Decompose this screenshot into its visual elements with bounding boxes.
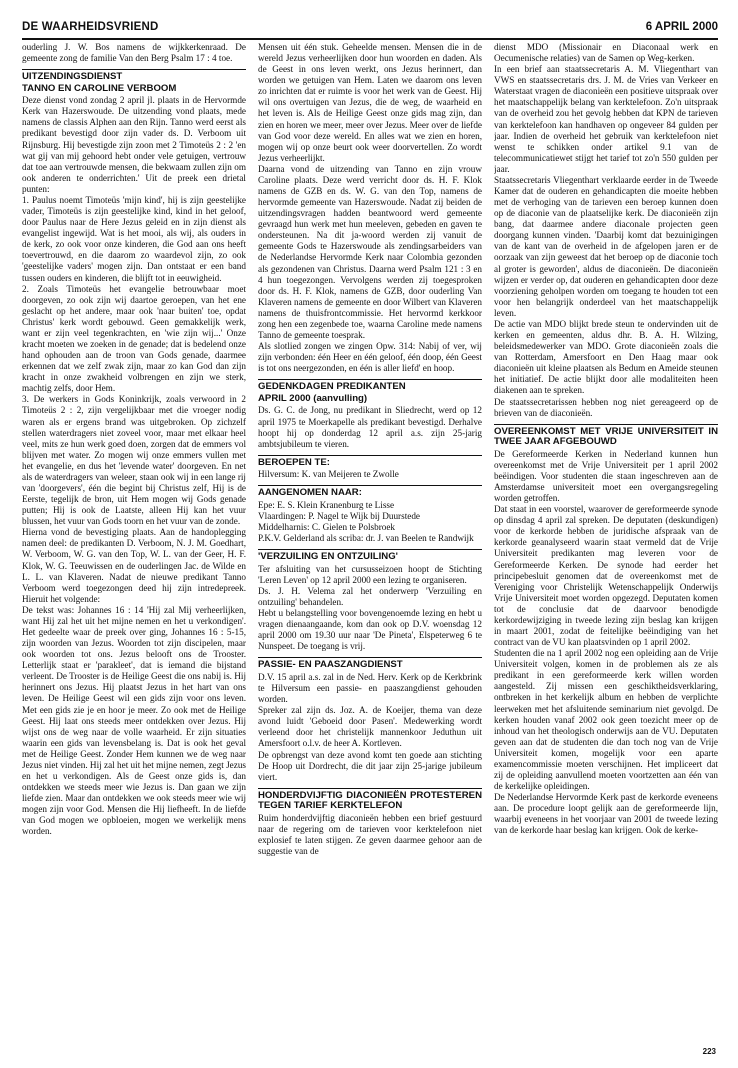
article-columns	[22, 42, 718, 1042]
section-divider	[258, 485, 482, 486]
column-1	[22, 42, 246, 1042]
paragraph: 1. Paulus noemt Timoteüs 'mijn kind', hij is zijn geestelijke vader, Timoteüs is zijn geestelijke kind, kind in het geloof, door Paulus naar de Here Jezus geleid en in zijn dienst als evangelist ingewijd. Wat is het mooi, als wij, als ouders in de kerk, zo ook voor onze kinderen, die God aan ons heeft toevertrouwd, en die daarom zo waardevol zijn, zo ook 'geestelijke vaders' mogen zijn. Dan ontstaat er een band tussen ouders en kinderen, die blijft tot in eeuwigheid.	[22, 194, 246, 283]
paragraph: P.K.V. Gelderland als scriba: dr. J. van Beelen te Randwijk	[258, 533, 474, 544]
paragraph: ouderling J. W. Bos namens de wijkkerkenraad. De gemeente zong de familie Van den Berg Psalm 17 : 4 toe.	[22, 42, 246, 64]
section-divider	[258, 455, 482, 456]
paragraph: Staatssecretaris Vliegenthart verklaarde eerder in de Tweede Kamer dat de ouderen en gehandicapten die moeite hebben met de verhoging van de tarieven een beroep kunnen doen op de diaconie van de plaatselijke kerk. De diaconieën zijn bang, dat daarmee andere diaconale projecten geen doorgang kunnen vinden. 'Daarbij komt dat bezuinigingen van de kant van de overheid in de afgelopen jaren er de oorzaak van zijn geweest dat het beroep op de diaconie toch al groter is geworden', aldus de diaconieën. De diaconieën wijzen er verder op, dat ouderen en gehandicapten door deze voorziening geholpen worden om toegang te houden tot een voor hen belangrijk onderdeel van het maatschappelijk leven.	[494, 174, 718, 318]
paragraph: De tekst was: Johannes 16 : 14 'Hij zal Mij verheerlijken, want Hij zal het uit het mijne nemen en het u verkondigen'. Het gedeelte waar de preek over ging, Johannes 16 : 5-15, zijn woorden van Jezus. Woorden tot zijn discipelen, maar ook woorden tot ons. Jezus belooft ons de Trooster. Letterlijk staat er 'parakleet', dat is iemand die bijstand verleent. De Trooster is de Heilige Geest die ons nabij is. Hij herinnert ons Jezus. Hij plaatst Jezus in het hart van ons leven. De Heilige Geest wil een gids zijn voor ons leven. Met een gids zie je en hoor je meer. Zo ook met de Heilige Geest. Hij laat ons steeds meer ontdekken over Jezus. Hij wijst ons de weg naar de volle waarheid. Er zijn situaties waarin een gids van levensbelang is. Dat is ook het geval met de Heilige Geest. Zonder Hem kunnen we de weg naar Jezus niet vinden. Hij zal het uit het mijne nemen, zegt Jezus en het u verkondigen. Als de Geest onze gids is, dan ontdekken we steeds meer wie Jezus is. Dan gaan we zijn liefde zien. Maar dan ontdekken we ook steeds meer wie wij mogen zijn voor God. Mensen die Hij liefheeft. In de liefde van God mogen we opbloeien, mogen we werkelijk mens worden.	[22, 604, 246, 837]
paragraph: De Gereformeerde Kerken in Nederland kunnen hun overeenkomst met de Vrije Universiteit per 1 april 2002 beëindigen. Voor studenten die staan ingeschreven aan de Amsterdamse universiteit moet een overgangsregeling worden getroffen.	[494, 448, 718, 504]
section-subheading: TANNO EN CAROLINE VERBOOM	[22, 82, 177, 94]
section-heading: AANGENOMEN NAAR:	[258, 487, 362, 499]
section-divider	[258, 379, 482, 380]
paragraph: Ruim honderdvijftig diaconieën hebben een brief gestuurd naar de regering om de tarieven voor kerktelefoon niet explosief te laten stijgen. Ze geven daarmee gehoor aan de suggestie van de	[258, 812, 482, 857]
paragraph: 2. Zoals Timoteüs het evangelie betrouwbaar moet doorgeven, zo ook zijn wij daartoe geroepen, van het ene geslacht op het andere, maar ook 'naar buiten' toe, opdat Christus' kerk wordt gebouwd. Geen gemakkelijk werk, want er zijn veel tegenkrachten, en 'wie zijn wij...' Onze kracht moeten we zoeken in de genade; dat is bedelend onze hand ophouden aan de troon van Gods genade, daarmee erkennen dat we zelf zwak zijn, maar zo kan God dan zijn kracht in onze zwakheid volbrengen en zijn we sterk, machtig zelfs, door Hem.	[22, 283, 246, 394]
section-heading: 'VERZUILING EN ONTZUILING'	[258, 551, 398, 563]
paragraph: Ds. J. H. Velema zal het onderwerp 'Verzuiling en ontzuiling' behandelen.	[258, 585, 482, 608]
section-divider	[22, 69, 246, 70]
paragraph: Ter afsluiting van het cursusseizoen hoopt de Stichting 'Leren Leven' op 12 april 2000 een lezing te organiseren.	[258, 563, 482, 585]
paragraph: Middelharnis: C. Gielen te Polsbroek	[258, 522, 396, 533]
column-2	[258, 42, 482, 1042]
section-divider	[258, 549, 482, 550]
paragraph: Hebt u belangstelling voor bovengenoemde lezing en hebt u vragen dienaangaande, kom dan ook op D.V. woensdag 12 april 2000 om 19.30 uur naar 'De Pineta', Elspeterweg 6 te Nunspeet. De toegang is vrij.	[258, 608, 482, 652]
section-heading: OVEREENKOMST MET VRIJE UNIVERSITEIT IN TWEE JAAR AFGEBOUWD	[494, 425, 718, 448]
paragraph: Studenten die na 1 april 2002 nog een opleiding aan de Vrije Universiteit volgen, komen in de problemen als ze als predikant in een gereformeerde kerk willen worden aangesteld. Zij missen een geschiktheidsverklaring, ontbreken in het kerkelijk album en hebben de verplichte leerweken met het afsluitende seminarium niet gevolgd. De kerken houden vanaf 2002 ook geen toezicht meer op de inhoud van het theologisch onderwijs aan de VU. Deputaten geven aan dat de studenten die dan toch nog van de Vrije Universiteit komen, mogelijk voor een aparte examencommissie moeten verschijnen. Het impliceert dat zij de opleiding aanvullend moeten voortzetten aan één van de kerkelijke opleidingen.	[494, 648, 718, 792]
issue-date: 6 APRIL 2000	[645, 21, 718, 33]
page-number: 223	[702, 1047, 716, 1056]
paragraph: In een brief aan staatssecretaris A. M. Vliegenthart van VWS en staatssecretaris drs. J. M. de Vries van Verkeer en Waterstaat vragen de diaconieën een positieve uitspraak over het maatschappelijk belang van kerktelefoon. Zo'n uitspraak van de overheid zou het gevolg hebben dat KPN de tarieven van kerktelefoon kan handhaven op ongeveer 84 gulden per jaar. Indien de overheid het gebruik van kerktelefoon niet wenst te schikken onder artikel 9.1 van de telecommunicatiewet stijgt het tarief tot zo'n 550 gulden per jaar.	[494, 64, 718, 174]
paragraph: Deze dienst vond zondag 2 april jl. plaats in de Hervormde Kerk van Hazerswoude. De uitzending vond plaats, mede namens de classis Alphen aan den Rijn. Tanno werd eerst als predikant bevestigd door zijn vader ds. D. Verboom uit Rijnsburg. Hij bevestigde zijn zoon met 2 Timoteüs 2 : 2 'en wat gij van mij gehoord hebt onder vele getuigen, vertrouw dat toe aan vertrouwde mensen, die bekwaam zullen zijn om ook anderen te onderrichten.' Uit de preek een drietal punten:	[22, 95, 246, 194]
section-heading: HONDERDVIJFTIG DIACONIEËN PROTESTEREN TEGEN TARIEF KERKTELEFON	[258, 789, 482, 812]
paragraph: Als slotlied zongen we zingen Opw. 314: Nabij of ver, wij zijn verbonden: één Heer en één geloof, één doop, één Geest is tot ons neergezonden, en één is aller liefd' en hoop.	[258, 341, 482, 374]
publication-name: DE WAARHEIDSVRIEND	[22, 21, 159, 33]
paragraph: Hierna vond de bevestiging plaats. Aan de handoplegging namen deel: de predikanten D. Verboom, N. J. M. Goedhart, W. Verboom, W. G. van den Top, W. L. van der Geer, H. F. Klok, W. G. Teeuwissen en de ouderlingen Jac. de Wilde en L. L. van Klaveren. Nadat de nieuwe predikant Tanno Verboom werd toegezongen deed hij zijn intredepreek. Hieruit het volgende:	[22, 527, 246, 604]
section-divider	[258, 788, 482, 789]
paragraph: Mensen uit één stuk. Geheelde mensen. Mensen die in de wereld Jezus verheerlijken door hun woorden en daden. Als de Geest in ons leven werkt, ons Jezus herinnert, dan worden we getuigen van Hem. Laten we daarom ons leven zo inrichten dat er ruimte is voor het werk van de Geest. Hij wil ons overtuigen van Jezus, die de weg, de waarheid en het leven is. Als de Heilige Geest onze gids mag zijn, dan zien en horen we meer, meer over Jezus. Meer over de liefde van God voor deze wereld. En alles wat we zien en horen, mogen wij op onze beurt ook weer doorvertellen. Zo wordt Jezus verheerlijkt.	[258, 42, 482, 163]
paragraph: 3. De werkers in Gods Koninkrijk, zoals verwoord in 2 Timoteüs 2 : 2, zijn vergelijkbaar met die vroeger nodig waren als er ergens brand was uitgebroken. Op zichzelf stellen waterdragers niet zoveel voor, maar met elkaar heel veel, mits ze hun werk goed doen, zorgen dat de emmers vol blijven met water. Zo mogen wij onze emmers vullen met het evangelie, en dus het 'levende water' doorgeven. En net als de waterdragers van weleer, staan ook wij in een lange rij van 'doorgevers', één die begint bij Christus zelf, Hij is de Eerste, tegelijk de bron, uit Hem mogen wij Gods genade putten; Hij is ook de Laatste, alleen Hij kan het vuur blussen, het vuur van Gods toorn en het vuur van de zonde.	[22, 394, 246, 527]
paragraph: Spreker zal zijn ds. Joz. A. de Koeijer, thema van deze avond luidt 'Geboeid door Pasen'. Medewerking wordt verleend door het christelijk mannenkoor Jeduthun uit Amersfoort o.l.v. de heer A. Kortleven.	[258, 705, 482, 749]
paragraph: Hilversum: K. van Meijeren te Zwolle	[258, 469, 399, 480]
section-heading: UITZENDINGSDIENST	[22, 71, 123, 83]
paragraph: De Nederlandse Hervormde Kerk past de kerkorde eveneens aan. De procedure loopt gelijk aan de gereformeerde lijn, waarbij eveneens in het voorjaar van 2001 de tweede lezing van de kerkorde haar beslag kan krijgen. Ook de kerke-	[494, 792, 718, 836]
section-heading: GEDENKDAGEN PREDIKANTEN	[258, 381, 406, 393]
paragraph: Daarna vond de uitzending van Tanno en zijn vrouw Caroline plaats. Deze werd verricht door ds. H. F. Klok namens de GZB en ds. W. G. van den Top, namens de hervormde gemeente van Hazerswoude. Nadat zij beiden de uitzendingsvragen hadden beantwoord werd gemeente gevraagd hun werk met hun meeleven, gebeden en gaven te ondersteunen. Na dit ja-woord werden zij vanuit de gemeente Gods te Hazerswoude als zendingsarbeiders van de Nederlandse Hervormde Kerk naar Colombia gezonden als gezondenen van Christus. Daarna werd Psalm 121 : 3 en 4 hun toegezongen. Vervolgens werden zij toegesproken door ds. H. F. Klok, namens de GZB, door ouderling Van Klaveren namens de gemeente en door Wilbert van Klaveren namens de thuisfrontcommissie. Het hervormd kerkkoor zong hen een zegenbede toe, waarna Caroline mede namens Tanno de gemeente toesprak.	[258, 163, 482, 341]
paragraph: De actie van MDO blijkt brede steun te ondervinden uit de kerken en gemeenten, aldus dhr. B. A. H. Wilzing, beleidsmedewerker van MDO. Grote diaconieën zoals die van Rotterdam, Amersfoort en Den Haag maar ook diaconieën uit kleine plaatsen als Bedum en Ameide steunen het initiatief. De actie blijkt door alle modaliteiten heen diakenen aan te spreken.	[494, 318, 718, 396]
section-subheading: APRIL 2000 (aanvulling)	[258, 392, 368, 404]
paragraph: Vlaardingen: P. Nagel te Wijk bij Duurstede	[258, 511, 420, 521]
section-divider	[258, 657, 482, 658]
paragraph: De opbrengst van deze avond komt ten goede aan stichting De Hoop uit Dordrecht, die dit jaar zijn 25-jarige jubileum viert.	[258, 749, 482, 782]
paragraph: De staatssecretarissen hebben nog niet gereageerd op de brieven van de diaconieën.	[494, 396, 718, 418]
column-3	[494, 42, 718, 1042]
paragraph: Ds. G. C. de Jong, nu predikant in Sliedrecht, werd op 12 april 1975 te Moerkapelle als predikant bevestigd. Derhalve hoopt hij op donderdag 12 april a.s. zijn 25-jarig ambtsjubileum te vieren.	[258, 405, 482, 449]
paragraph: Dat staat in een voorstel, waarover de gereformeerde synode op dinsdag 4 april zal spreken. De deputaten (deskundigen) voor de kerkorde hebben de juridische afspraak van de kerkorde geanalyseerd waarin staat vermeld dat de Vrije Universiteit predikanten mag leveren voor de Gereformeerde Kerken. De synode had eerder het principebesluit genomen dat de overeenkomst met de Vereniging voor Christelijk Wetenschappelijk Onderwijs Vrije Universiteit moet worden opgezegd. Deputaten komen tot de conclusie dat de daarvoor benodigde kerkordewijziging in tweede lezing zijn beslag kan krijgen in maart 2001, zodat de feitelijke beëindiging van het contract van de VU kan plaatsvinden op 1 april 2002.	[494, 504, 718, 648]
paragraph: D.V. 15 april a.s. zal in de Ned. Herv. Kerk op de Kerkbrink te Hilversum een passie- en paaszangdienst gehouden worden.	[258, 671, 482, 705]
paragraph: dienst MDO (Missionair en Diaconaal werk en Oecumenische relaties) van de Samen op Weg-kerken.	[494, 42, 718, 64]
paragraph: Epe: E. S. Klein Kranenburg te Lisse	[258, 499, 395, 510]
masthead	[22, 18, 718, 40]
section-heading: BEROEPEN TE:	[258, 456, 330, 468]
section-divider	[494, 424, 718, 425]
section-heading: PASSIE- EN PAASZANGDIENST	[258, 659, 403, 671]
